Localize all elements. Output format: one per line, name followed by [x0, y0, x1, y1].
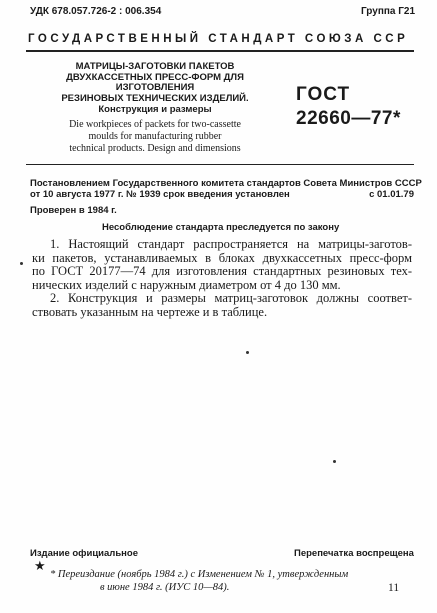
decree-line: Постановлением Государственного комитета стандартов Совета Министров СССР	[30, 178, 422, 189]
star-icon: ★	[34, 558, 46, 573]
footnote-line: * Переиздание (ноябрь 1984 г.) с Изменением № 1, утвержденным	[50, 569, 349, 580]
paragraph-1-line: 1. Настоящий стандарт распространяется на матрицы-заготов-	[50, 237, 412, 251]
gost-number: 22660—77*	[296, 108, 401, 129]
title-line: МАТРИЦЫ-ЗАГОТОВКИ ПАКЕТОВ	[75, 61, 235, 72]
paragraph-2-line: 2. Конструкция и размеры матриц-заготовок должны соответ-	[50, 291, 412, 305]
footnote-line: в июне 1984 г. (ИУС 10—84).	[100, 582, 230, 593]
gost-label: ГОСТ	[296, 84, 351, 105]
paragraph-1-line: по ГОСТ 20177—74 для изготовления стандартных резиновых тех-	[32, 264, 412, 278]
document-title	[28, 62, 282, 104]
official-edition: Издание официальное	[30, 548, 138, 559]
scan-speck	[246, 351, 249, 354]
reprint-prohibited: Перепечатка воспрещена	[294, 548, 414, 559]
decree-line-2	[30, 189, 414, 200]
decree-text: от 10 августа 1977 г. № 1939 срок введения установлен	[30, 189, 290, 200]
page-number: 11	[388, 582, 400, 594]
group-code: Группа Г21	[361, 6, 416, 17]
english-title-line: moulds for manufacturing rubber	[88, 131, 222, 142]
header-divider	[26, 50, 414, 52]
footnote	[50, 568, 380, 594]
scan-speck	[20, 262, 23, 265]
body-text	[32, 238, 412, 319]
decree-block	[30, 178, 422, 200]
udk-code: УДК 678.057.726-2 : 006.354	[30, 6, 162, 17]
state-standard-heading: ГОСУДАРСТВЕННЫЙ СТАНДАРТ СОЮЗА ССР	[28, 33, 409, 45]
scan-speck	[333, 460, 336, 463]
title-divider	[26, 164, 414, 165]
checked-note: Проверен в 1984 г.	[30, 205, 117, 216]
paragraph-2-line: ствовать указанным на чертеже и в таблице.	[32, 304, 268, 319]
title-line: ДВУХКАССЕТНЫХ ПРЕСС-ФОРМ ДЛЯ ИЗГОТОВЛЕНИЯ	[66, 71, 244, 93]
violation-note: Несоблюдение стандарта преследуется по закону	[102, 222, 340, 233]
paragraph-1-line: ки пакетов, устанавливаемых в блоках двухкассетных пресс-форм	[32, 250, 412, 265]
english-title-line: technical products. Design and dimensions	[69, 143, 241, 154]
title-line: РЕЗИНОВЫХ ТЕХНИЧЕСКИХ ИЗДЕЛИЙ.	[61, 92, 249, 104]
english-title	[28, 119, 282, 155]
english-title-line: Die workpieces of packets for two-cassette	[69, 119, 241, 130]
paragraph-1-line: нических изделий с наружным диаметром от 4 до 130 мм.	[32, 277, 341, 292]
effective-date: с 01.01.79	[369, 189, 414, 200]
document-subtitle: Конструкция и размеры	[98, 104, 212, 115]
